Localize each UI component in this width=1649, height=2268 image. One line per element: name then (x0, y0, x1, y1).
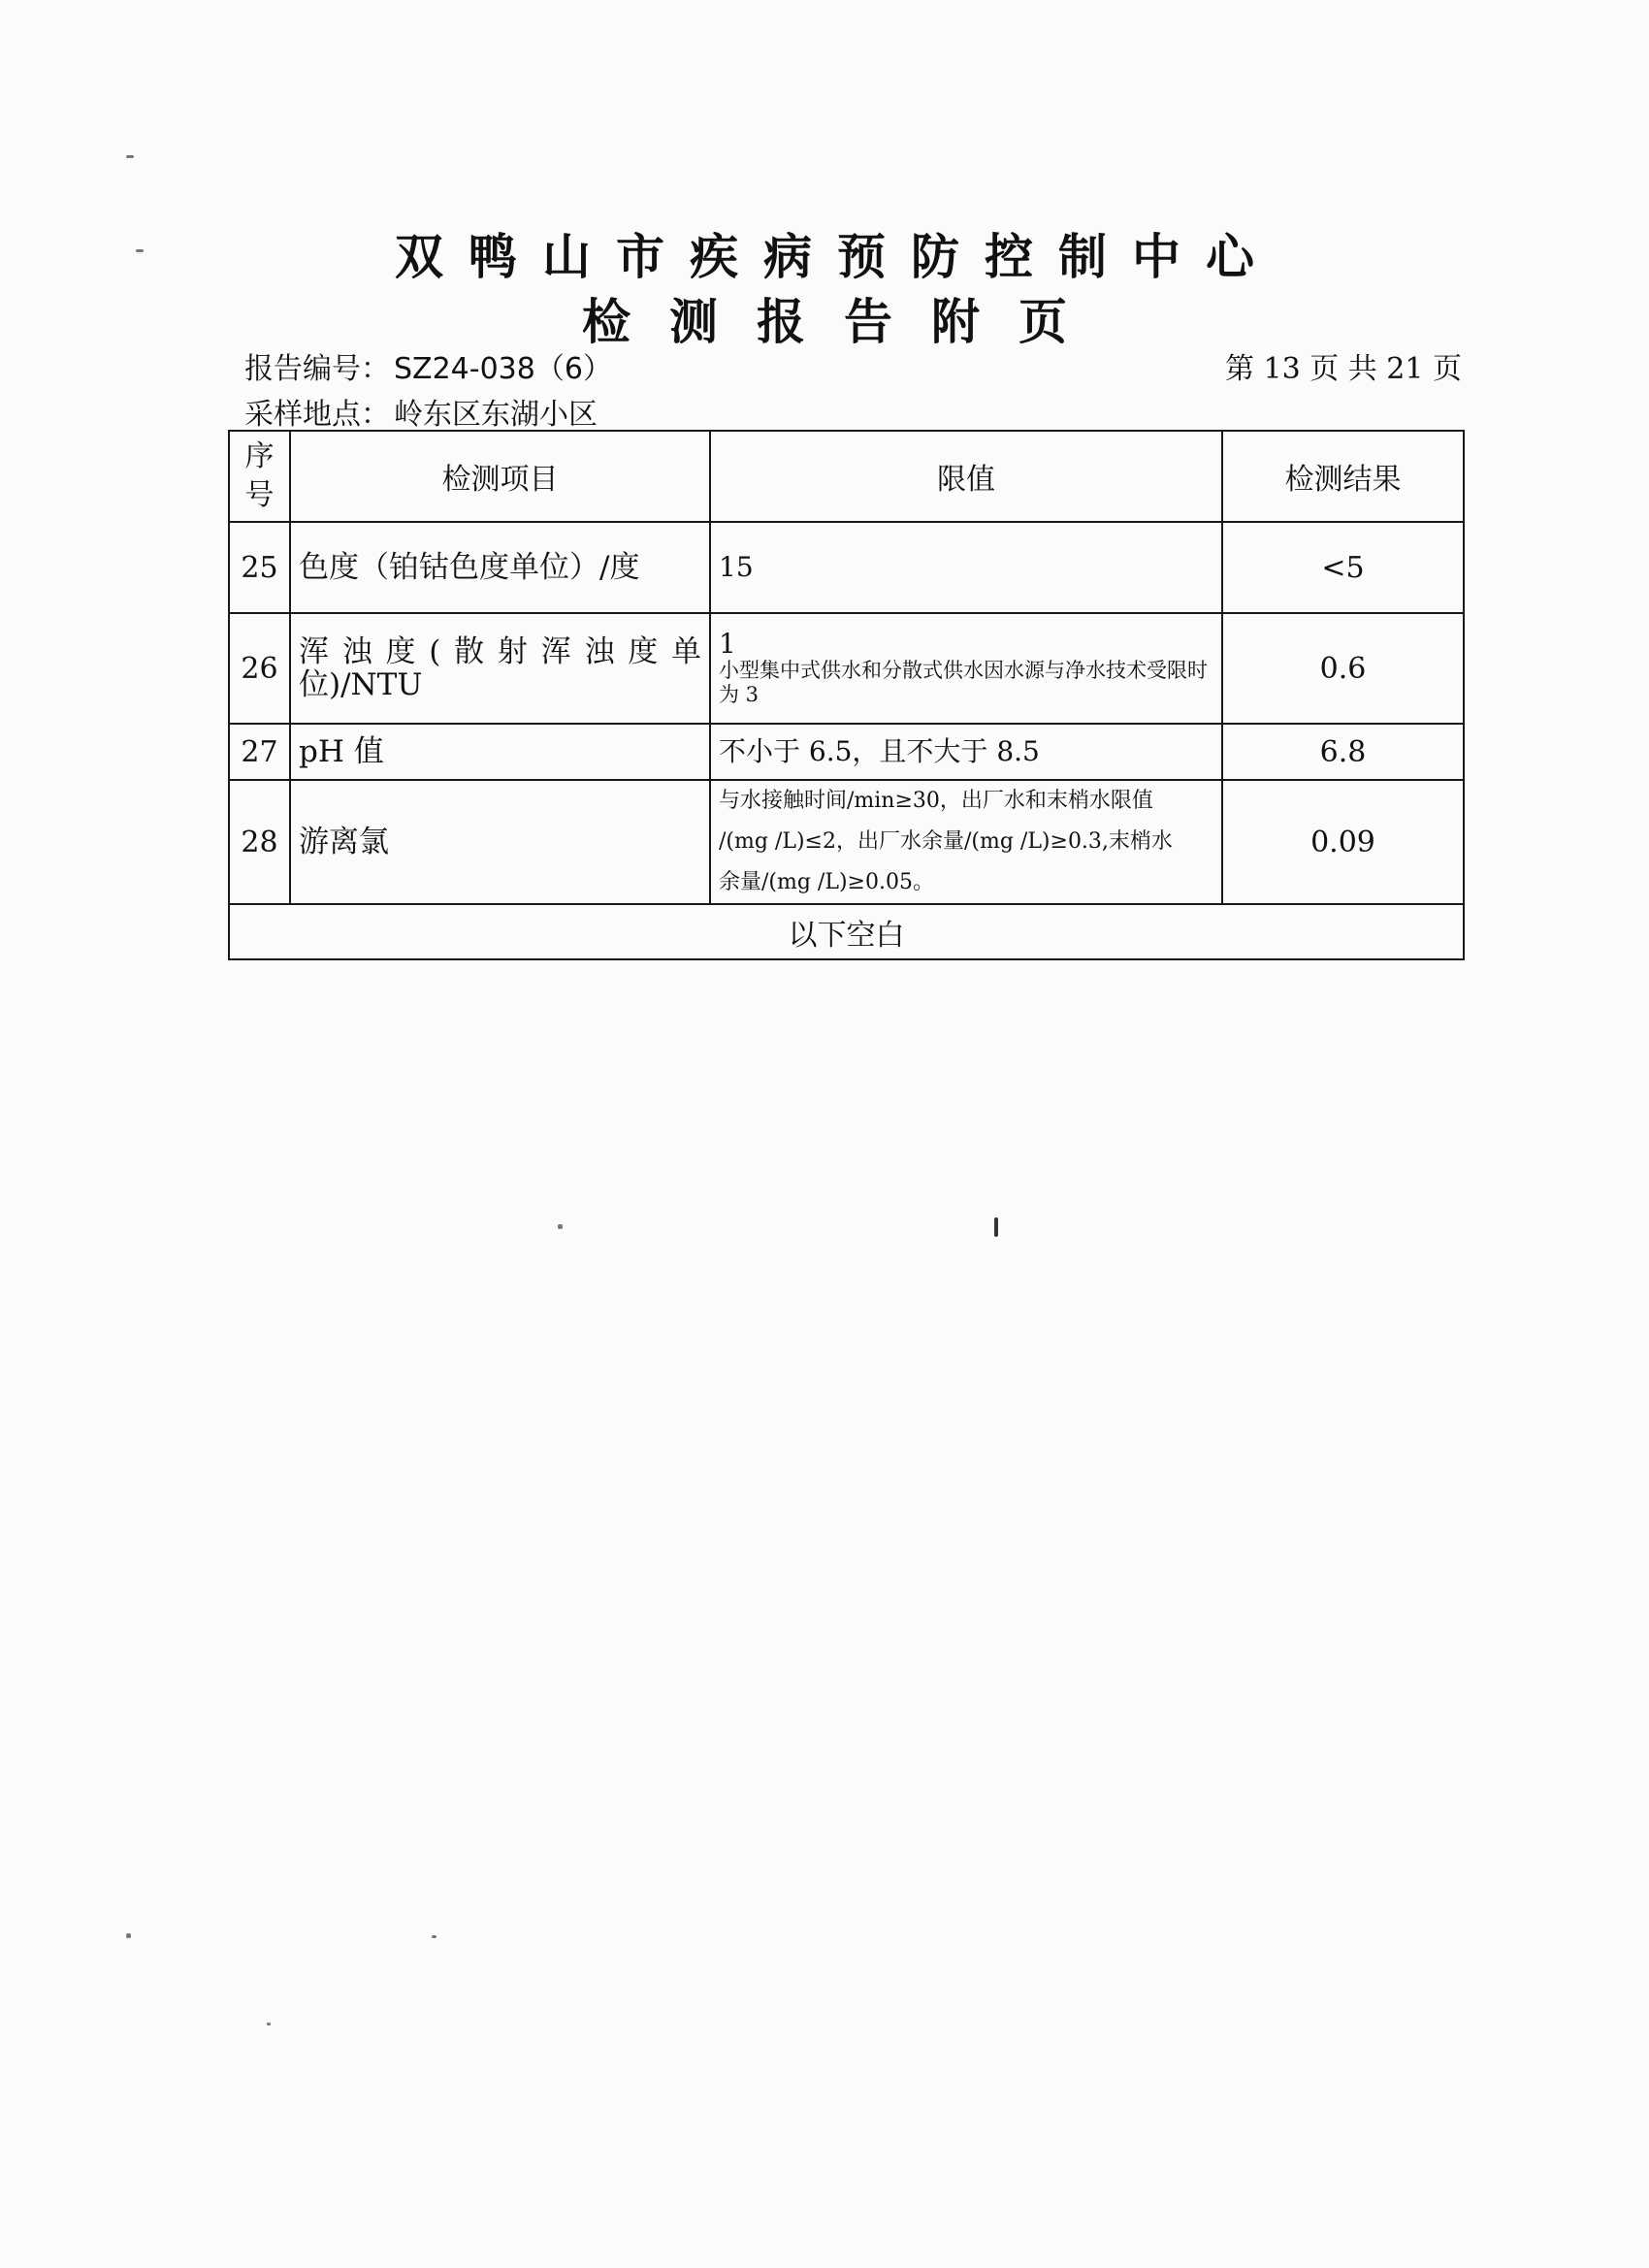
scan-speck (126, 155, 134, 158)
scan-speck (136, 249, 144, 252)
table-row (229, 522, 1464, 613)
row-seq: 27 (229, 724, 290, 780)
header-item: 检测项目 (290, 431, 710, 522)
org-title: 双鸭山市疾病预防控制中心 (395, 229, 1279, 285)
sampling-location-value: 岭东区东湖小区 (394, 398, 598, 432)
row-limit-line: /(mg /L)≤2，出厂水余量/(mg /L)≥0.3,末梢水 (719, 829, 1173, 854)
results-table (228, 430, 1465, 960)
row-limit-value: 15 (719, 551, 754, 583)
row-seq: 25 (229, 522, 290, 613)
row-limit (710, 522, 1222, 613)
row-item: 浑浊度(散射浑浊度单位)/NTU (290, 613, 710, 724)
row-result: 0.6 (1222, 613, 1464, 724)
row-result: 6.8 (1222, 724, 1464, 780)
header-seq: 序号 (229, 431, 290, 522)
row-limit (710, 724, 1222, 780)
row-limit-line: 余量/(mg /L)≥0.05。 (719, 870, 934, 894)
scan-speck (267, 2023, 271, 2025)
row-result: 0.09 (1222, 780, 1464, 904)
sampling-location-label: 采样地点： (244, 398, 390, 432)
row-item: 色度（铂钴色度单位）/度 (290, 522, 710, 613)
report-number-label: 报告编号： (244, 352, 390, 386)
row-limit-line: 与水接触时间/min≥30，出厂水和末梢水限值 (719, 789, 1153, 813)
doc-title: 检测报告附页 (582, 294, 1106, 350)
table-header-row (229, 431, 1464, 522)
header-limit: 限值 (710, 431, 1222, 522)
scan-speck (558, 1224, 563, 1229)
sampling-location (244, 390, 598, 433)
row-result: <5 (1222, 522, 1464, 613)
table-row (229, 724, 1464, 780)
row-limit (710, 613, 1222, 724)
row-limit (710, 780, 1222, 904)
table-footer-row (229, 904, 1464, 959)
scan-speck (126, 1933, 131, 1938)
table-row (229, 613, 1464, 724)
row-limit-value: 1 (719, 628, 736, 660)
scan-speck (994, 1217, 998, 1237)
page-info: 第 13 页 共 21 页 (1224, 352, 1462, 386)
row-seq: 28 (229, 780, 290, 904)
report-number (244, 344, 612, 387)
report-number-value: SZ24-038（6） (394, 352, 612, 386)
row-seq: 26 (229, 613, 290, 724)
row-limit-note: 小型集中式供水和分散式供水因水源与净水技术受限时为 3 (719, 659, 1208, 706)
table-row (229, 780, 1464, 904)
row-limit-value: 不小于 6.5，且不大于 8.5 (719, 735, 1040, 767)
header-result: 检测结果 (1222, 431, 1464, 522)
row-item: pH 值 (290, 724, 710, 780)
row-item: 游离氯 (290, 780, 710, 904)
scan-speck (432, 1935, 436, 1938)
blank-below-note: 以下空白 (229, 904, 1464, 959)
